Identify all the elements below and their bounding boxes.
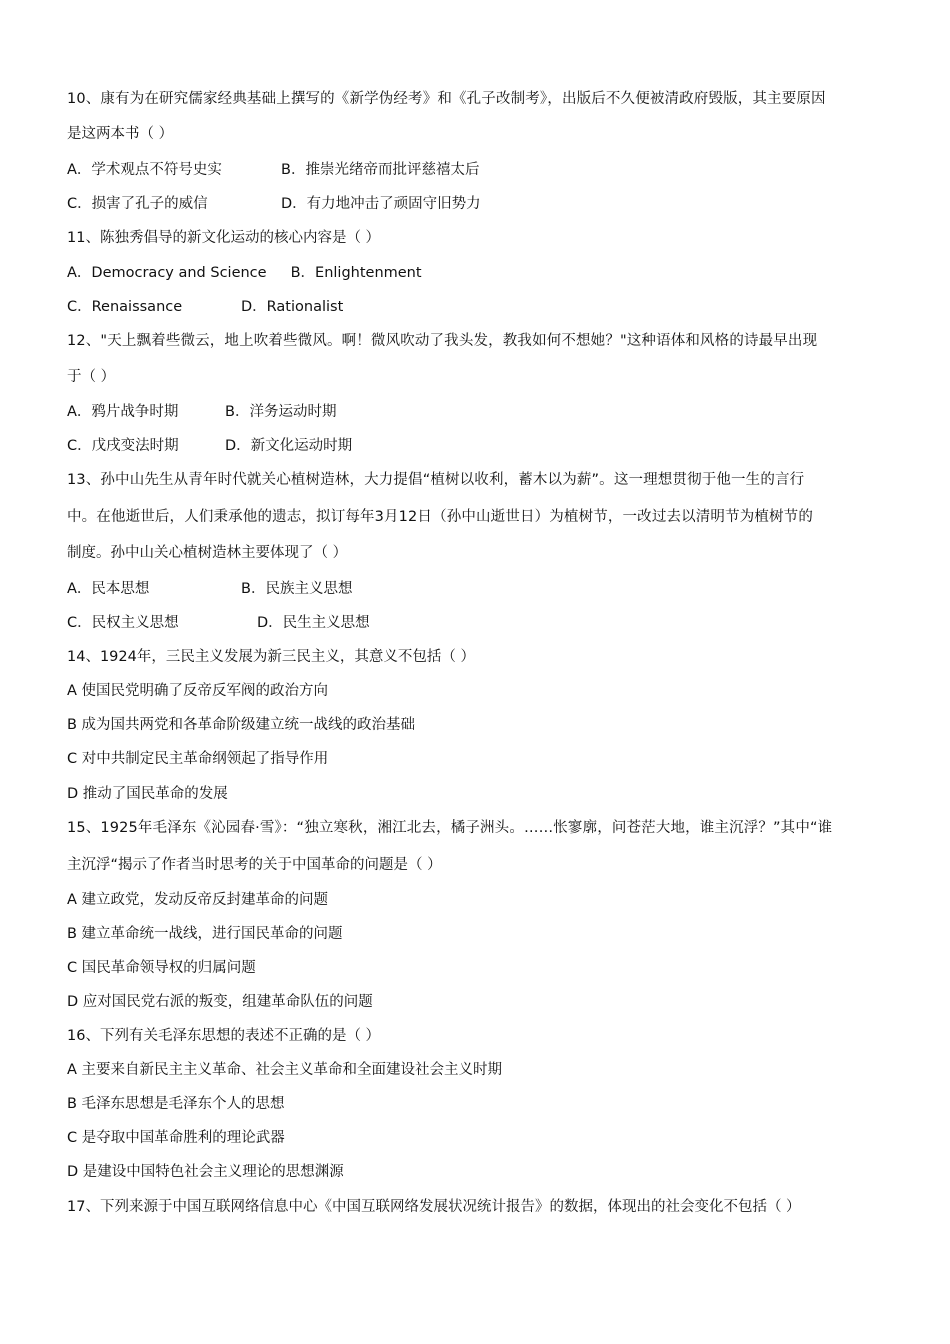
q10-option-c: C．损害了孔子的威信	[67, 196, 208, 212]
q11-options-row-1	[67, 263, 897, 283]
q16-option-b: B 毛泽东思想是毛泽东个人的思想	[67, 1096, 285, 1112]
q16-option-c: C 是夺取中国革命胜利的理论武器	[67, 1130, 285, 1146]
q16-stem: 16、下列有关毛泽东思想的表述不正确的是（ ）	[67, 1028, 381, 1044]
q14-option-a: A 使国民党明确了反帝反军阀的政治方向	[67, 683, 329, 699]
q14-option-c: C 对中共制定民主革命纲领起了指导作用	[67, 751, 329, 767]
q10-options-row-1	[67, 160, 897, 180]
q11-option-b: B．Enlightenment	[290, 265, 422, 281]
q15-stem-line-1: 15、1925年毛泽东《沁园春·雪》：“独立寒秋，湘江北去，橘子洲头。……怅寥廓，问苍茫大地，谁主沉浮？”其中“谁	[67, 820, 833, 836]
q11-option-d: D．Rationalist	[241, 299, 344, 315]
q10-option-b: B．推崇光绪帝而批评慈禧太后	[281, 162, 480, 178]
q15-option-c: C 国民革命领导权的归属问题	[67, 960, 256, 976]
q13-option-d: D．民生主义思想	[257, 615, 370, 631]
q14-option-b: B 成为国共两党和各革命阶级建立统一战线的政治基础	[67, 717, 416, 733]
q13-options-row-1	[67, 579, 897, 599]
q10-option-d: D．有力地冲击了顽固守旧势力	[281, 196, 481, 212]
q15-option-d: D 应对国民党右派的叛变，组建革命队伍的问题	[67, 994, 373, 1010]
q15-option-a: A 建立政党，发动反帝反封建革命的问题	[67, 892, 329, 908]
q12-option-b: B．洋务运动时期	[225, 404, 337, 420]
q10-options-row-2	[67, 194, 897, 214]
q13-option-a: A．民本思想	[67, 581, 150, 597]
q16-option-a: A 主要来自新民主主义革命、社会主义革命和全面建设社会主义时期	[67, 1062, 503, 1078]
q13-options-row-2	[67, 613, 897, 633]
q13-stem-line-3: 制度。孙中山关心植树造林主要体现了（ ）	[67, 545, 348, 561]
q13-option-b: B．民族主义思想	[241, 581, 353, 597]
q12-option-a: A．鸦片战争时期	[67, 404, 179, 420]
q10-stem-line-2: 是这两本书（ ）	[67, 126, 174, 142]
q13-option-c: C．民权主义思想	[67, 615, 179, 631]
q13-stem-line-1: 13、孙中山先生从青年时代就关心植树造林，大力提倡“植树以收利，蓄木以为薪”。这一理想贯彻于他一生的言行	[67, 472, 805, 488]
q10-stem-line-1: 10、康有为在研究儒家经典基础上撰写的《新学伪经考》和《孔子改制考》，出版后不久便被清政府毁版，其主要原因	[67, 91, 826, 107]
q12-options-row-1	[67, 402, 897, 422]
q11-stem: 11、陈独秀倡导的新文化运动的核心内容是（ ）	[67, 230, 381, 246]
q16-option-d: D 是建设中国特色社会主义理论的思想渊源	[67, 1164, 344, 1180]
q12-option-d: D．新文化运动时期	[225, 438, 353, 454]
q13-stem-line-2: 中。在他逝世后，人们秉承他的遗志，拟订每年3月12日（孙中山逝世日）为植树节，一改过去以清明节为植树节的	[67, 509, 813, 525]
q15-option-b: B 建立革命统一战线，进行国民革命的问题	[67, 926, 343, 942]
q14-stem: 14、1924年，三民主义发展为新三民主义，其意义不包括（ ）	[67, 649, 475, 665]
q11-option-a: A．Democracy and Science	[67, 265, 267, 281]
q12-options-row-2	[67, 436, 897, 456]
q11-options-row-2	[67, 297, 897, 317]
q14-option-d: D 推动了国民革命的发展	[67, 786, 228, 802]
q15-stem-line-2: 主沉浮“揭示了作者当时思考的关于中国革命的问题是（ ）	[67, 857, 442, 873]
q17-stem: 17、下列来源于中国互联网络信息中心《中国互联网络发展状况统计报告》的数据，体现出的社会变化不包括（ ）	[67, 1199, 801, 1215]
q10-option-a: A．学术观点不符号史实	[67, 162, 222, 178]
q11-option-c: C．Renaissance	[67, 299, 183, 315]
q12-option-c: C．戊戌变法时期	[67, 438, 179, 454]
q12-stem-line-2: 于（ ）	[67, 369, 116, 385]
q12-stem-line-1: 12、"天上飘着些微云，地上吹着些微风。啊！微风吹动了我头发，教我如何不想她？"这种语体和风格的诗最早出现	[67, 333, 818, 349]
